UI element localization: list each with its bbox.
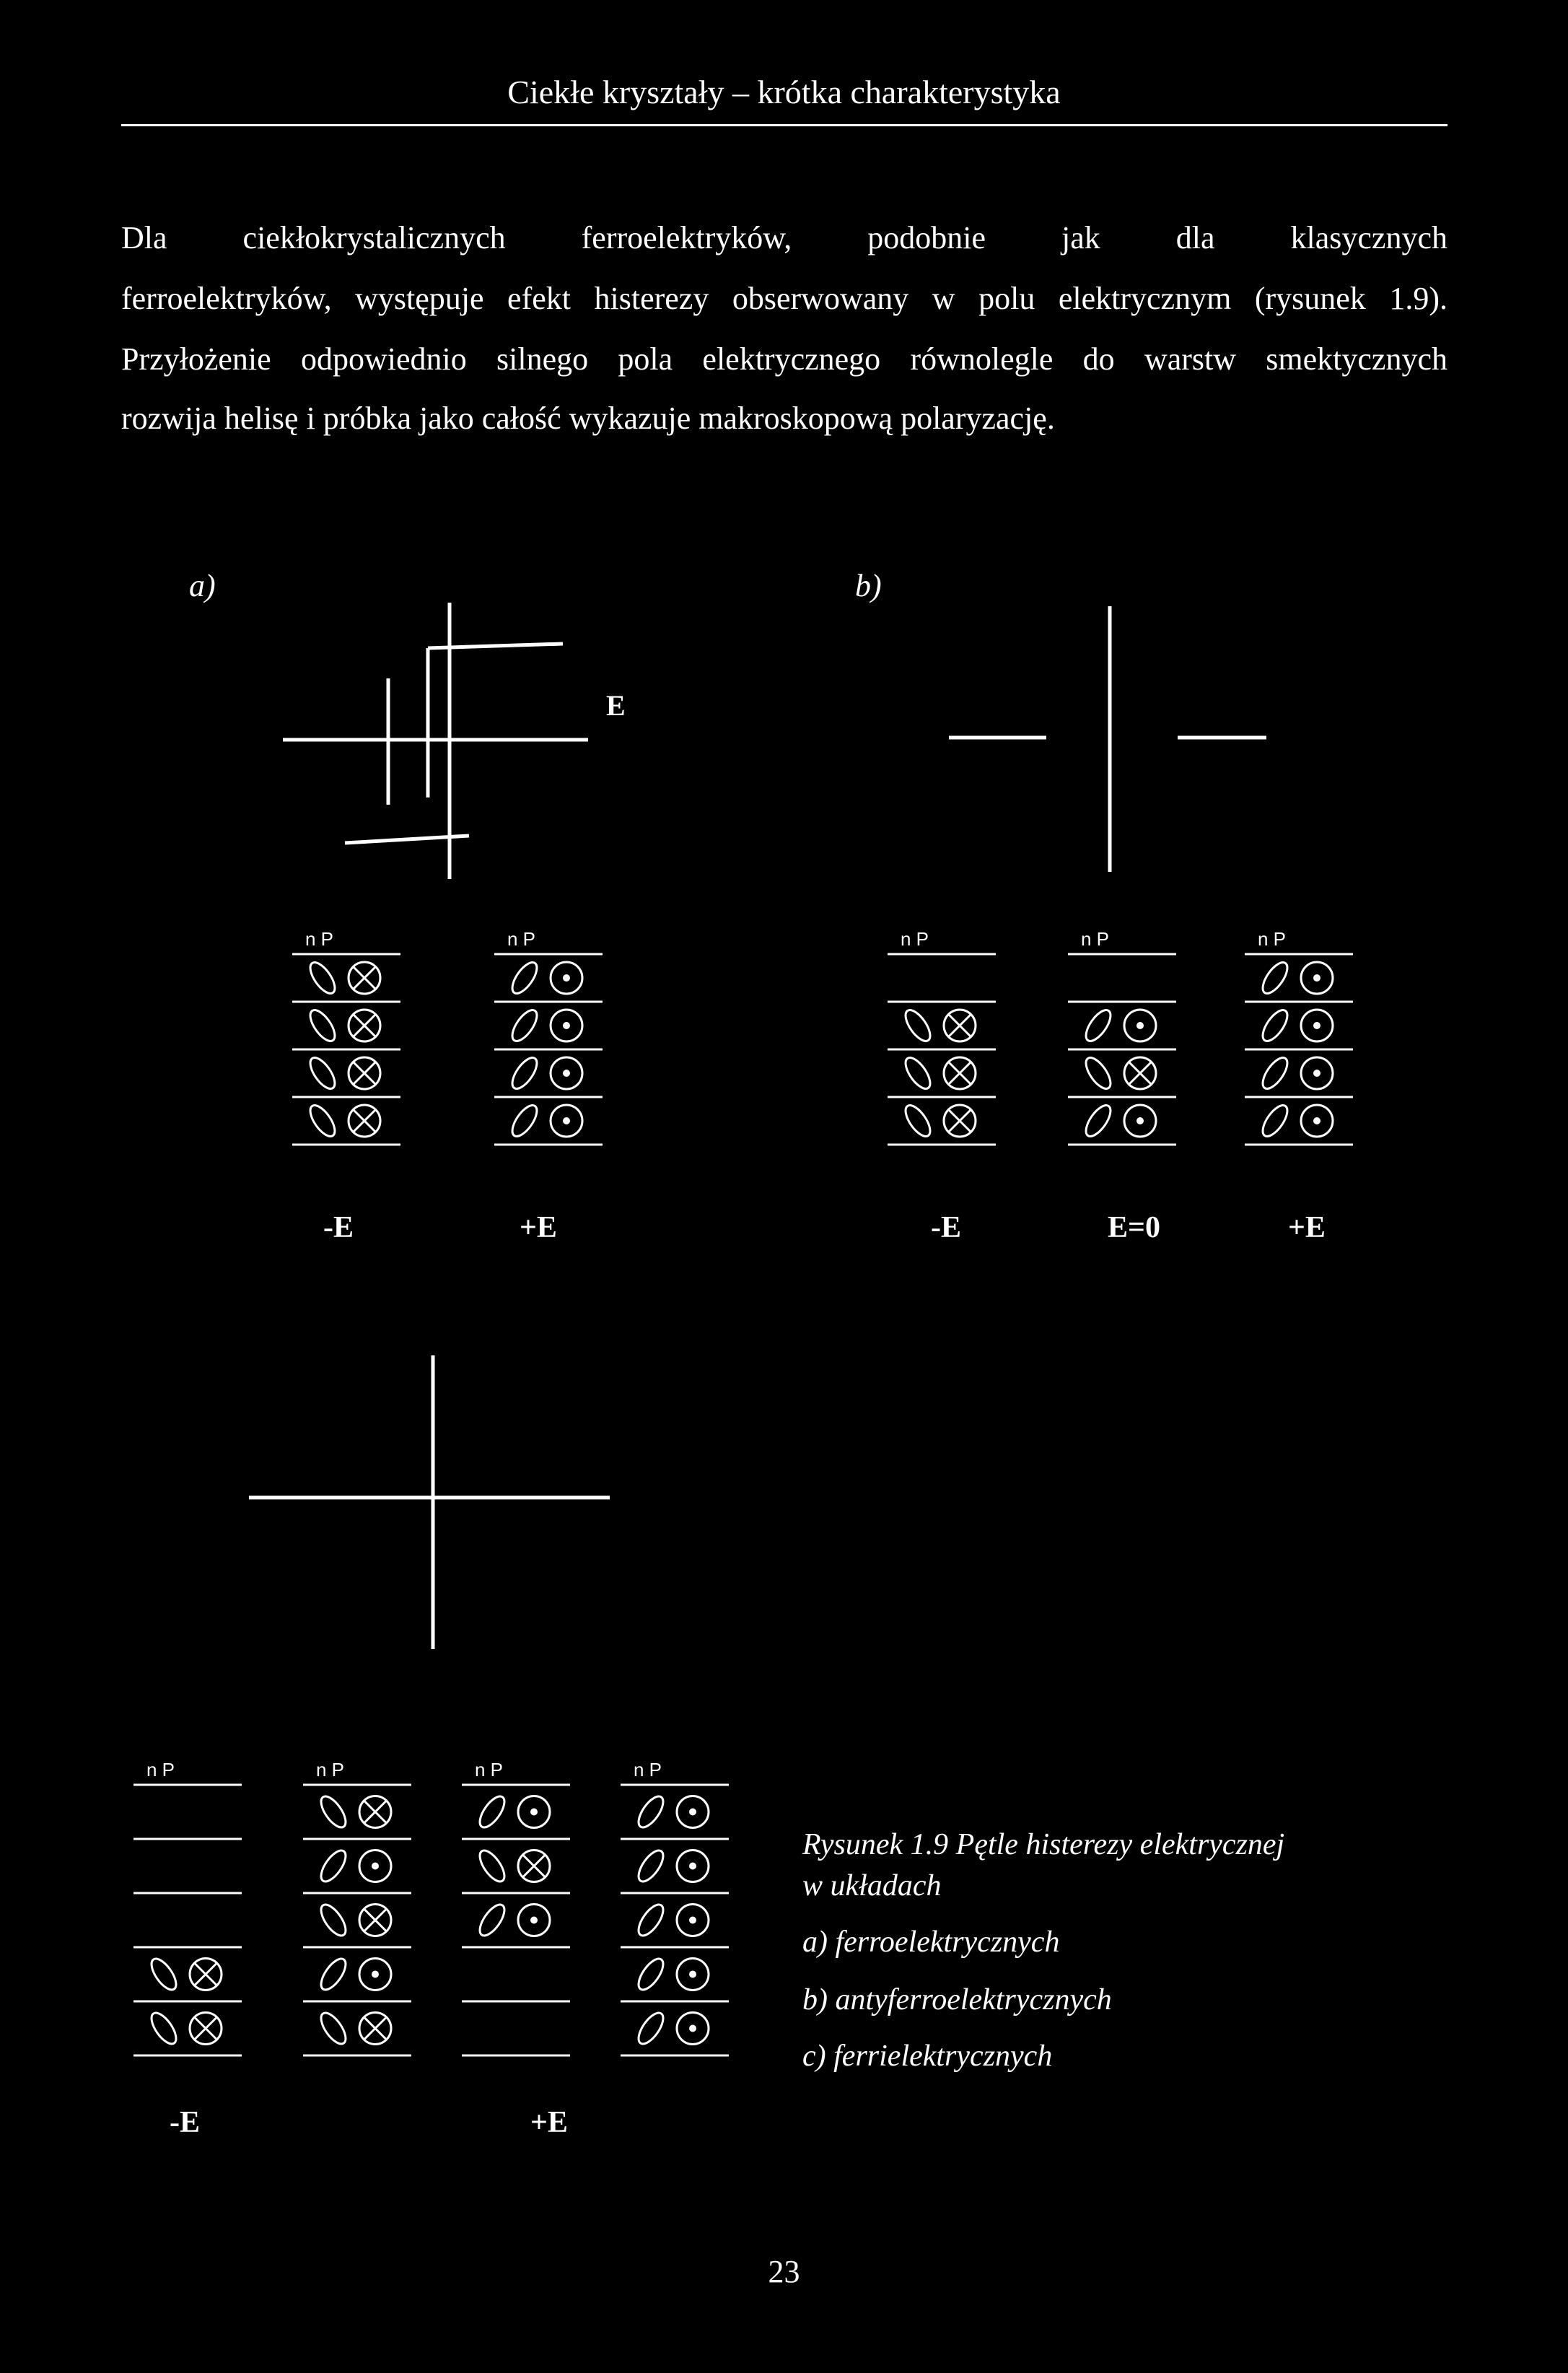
paragraph-line-1: Dla ciekłokrystalicznych ferroelektryków, podobnie jak dla klasycznych: [121, 220, 1447, 255]
dot-mark: [530, 1917, 538, 1924]
dot-mark: [689, 1917, 696, 1924]
molecule-ellipse: [508, 958, 542, 997]
dot-mark: [1313, 1117, 1320, 1124]
panel-c-loop: [249, 1355, 610, 1649]
caption-item-a: a) ferroelektrycznych: [802, 1926, 1060, 1959]
molecule-ellipse: [476, 1901, 509, 1940]
dot-mark: [1313, 1022, 1320, 1029]
dot-mark: [689, 1971, 696, 1978]
layer-column-c4: [621, 1759, 729, 2055]
layer-columns: [133, 928, 1353, 2055]
dot-mark: [1136, 1117, 1144, 1124]
layer-column-b2: [1068, 928, 1176, 1145]
layer-header-n-p: n P: [475, 1759, 504, 1780]
dot-mark: [1313, 1070, 1320, 1077]
panel-c-field-label: -E: [170, 2106, 200, 2139]
molecule-ellipse: [317, 1901, 351, 1940]
molecule-ellipse: [306, 1101, 340, 1140]
layer-header-n-p: n P: [1081, 928, 1110, 950]
molecule-ellipse: [476, 1847, 509, 1886]
page-number: 23: [768, 2254, 800, 2289]
layer-header-n-p: n P: [634, 1759, 662, 1780]
caption-subtitle: w układach: [802, 1869, 942, 1902]
dot-mark: [689, 2025, 696, 2032]
molecule-ellipse: [508, 1054, 542, 1093]
layer-column-a1: [292, 928, 400, 1145]
paragraph-line-4: rozwija helisę i próbka jako całość wykazuje makroskopową polaryzację.: [121, 401, 1055, 436]
dot-mark: [372, 1971, 379, 1978]
dot-mark: [372, 1863, 379, 1870]
dot-mark: [530, 1809, 538, 1816]
molecule-ellipse: [1082, 1054, 1116, 1093]
molecule-ellipse: [901, 1101, 935, 1140]
panel-b-label: b): [855, 568, 882, 603]
dot-mark: [689, 1863, 696, 1870]
panel-b-field-label: -E: [931, 1211, 961, 1244]
caption-item-c: c) ferrielektrycznych: [802, 2040, 1053, 2073]
molecule-ellipse: [306, 958, 340, 997]
molecule-ellipse: [901, 1054, 935, 1093]
molecule-ellipse: [147, 2009, 181, 2048]
molecule-ellipse: [1258, 958, 1292, 997]
panel-a-loop: [283, 603, 588, 879]
molecule-ellipse: [508, 1101, 542, 1140]
panel-a-label: a): [189, 568, 216, 603]
dot-mark: [563, 974, 570, 982]
molecule-ellipse: [317, 1793, 351, 1832]
layer-column-a2: [494, 928, 603, 1145]
panel-a-axis-label-e: E: [606, 689, 626, 722]
molecule-ellipse: [317, 1955, 351, 1994]
caption-title: Rysunek 1.9 Pętle histerezy elektrycznej: [802, 1828, 1285, 1861]
molecule-ellipse: [634, 2009, 668, 2048]
layer-column-b3: [1245, 928, 1353, 1145]
molecule-ellipse: [1258, 1054, 1292, 1093]
layer-column-b1: [888, 928, 996, 1145]
dot-mark: [1136, 1022, 1144, 1029]
dot-mark: [563, 1022, 570, 1029]
panel-b-field-label: +E: [1288, 1211, 1326, 1244]
panel-b-field-label: E=0: [1108, 1211, 1160, 1244]
panel-c-field-label: +E: [530, 2106, 568, 2139]
layer-column-c2: [303, 1759, 411, 2055]
running-head: Ciekłe kryształy – krótka charakterystyka: [507, 74, 1061, 110]
layer-header-n-p: n P: [901, 928, 929, 950]
molecule-ellipse: [147, 1955, 181, 1994]
layer-header-n-p: n P: [1258, 928, 1287, 950]
molecule-ellipse: [1258, 1101, 1292, 1140]
dot-mark: [563, 1070, 570, 1077]
dot-mark: [1313, 974, 1320, 982]
molecule-ellipse: [634, 1901, 668, 1940]
molecule-ellipse: [634, 1847, 668, 1886]
layer-header-n-p: n P: [507, 928, 536, 950]
molecule-ellipse: [1258, 1006, 1292, 1045]
molecule-ellipse: [1082, 1006, 1116, 1045]
molecule-ellipse: [1082, 1101, 1116, 1140]
panel-b-loop: [949, 606, 1266, 872]
molecule-ellipse: [476, 1793, 509, 1832]
molecule-ellipse: [306, 1006, 340, 1045]
panel-a-field-label: +E: [520, 1211, 557, 1244]
paragraph-line-2: ferroelektryków, występuje efekt histerezy obserwowany w polu elektrycznym (rysunek 1.9).: [121, 281, 1447, 316]
molecule-ellipse: [634, 1955, 668, 1994]
layer-header-n-p: n P: [316, 1759, 345, 1780]
layer-header-n-p: n P: [146, 1759, 175, 1780]
molecule-ellipse: [901, 1006, 935, 1045]
molecule-ellipse: [634, 1793, 668, 1832]
molecule-ellipse: [508, 1006, 542, 1045]
panel-a-field-label: -E: [323, 1211, 354, 1244]
layer-column-c1: [133, 1759, 242, 2055]
dot-mark: [563, 1117, 570, 1124]
molecule-ellipse: [306, 1054, 340, 1093]
dot-mark: [689, 1809, 696, 1816]
paragraph-line-3: Przyłożenie odpowiednio silnego pola elektrycznego równolegle do warstw smektycznych: [121, 341, 1447, 377]
layer-column-c3: [462, 1759, 570, 2055]
molecule-ellipse: [317, 2009, 351, 2048]
layer-header-n-p: n P: [305, 928, 334, 950]
molecule-ellipse: [317, 1847, 351, 1886]
caption-item-b: b) antyferroelektrycznych: [802, 1983, 1112, 2016]
